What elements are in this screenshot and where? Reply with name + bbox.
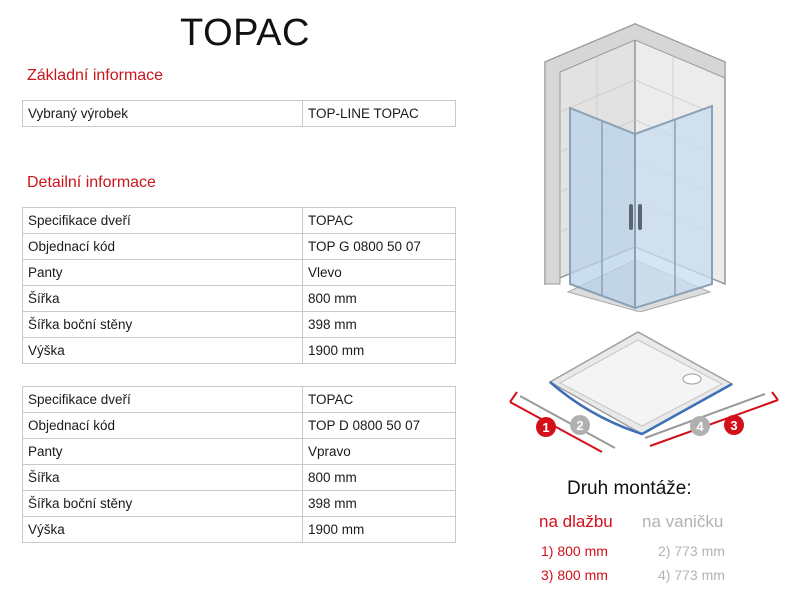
drain-icon [683, 374, 701, 384]
table-row [23, 491, 456, 517]
table-row [23, 439, 456, 465]
row-value: 800 mm [303, 286, 456, 312]
tile-dim-1: 1) 800 mm [541, 543, 608, 559]
row-value: TOP D 0800 50 07 [303, 413, 456, 439]
row-value: Vpravo [303, 439, 456, 465]
glass-right-panel [635, 106, 712, 308]
svg-text:4: 4 [696, 419, 704, 434]
marker-4 [690, 416, 710, 436]
mounting-type-title: Druh montáže: [567, 478, 692, 499]
floor-plan-diagram [500, 322, 800, 457]
table-row [23, 234, 456, 260]
row-label: Panty [23, 439, 303, 465]
row-value: TOPAC [303, 387, 456, 413]
table-row [23, 465, 456, 491]
tray-dim-2: 2) 773 mm [658, 543, 725, 559]
detail-table-left-door [22, 207, 456, 364]
row-label: Vybraný výrobek [23, 101, 303, 127]
door-handle-left [629, 204, 633, 230]
row-label: Objednací kód [23, 234, 303, 260]
row-value: 1900 mm [303, 338, 456, 364]
row-value: 398 mm [303, 491, 456, 517]
svg-text:3: 3 [730, 418, 738, 433]
tile-dim-3: 3) 800 mm [541, 567, 608, 583]
row-value: 398 mm [303, 312, 456, 338]
row-value: TOP-LINE TOPAC [303, 101, 456, 127]
row-value: 800 mm [303, 465, 456, 491]
table-row [23, 208, 456, 234]
page-title: TOPAC [180, 12, 310, 54]
table-row [23, 338, 456, 364]
tray-dim-4: 4) 773 mm [658, 567, 725, 583]
row-label: Specifikace dveří [23, 208, 303, 234]
table-row [23, 286, 456, 312]
row-label: Výška [23, 517, 303, 543]
row-label: Šířka boční stěny [23, 312, 303, 338]
table-row [23, 312, 456, 338]
marker-3 [724, 415, 744, 435]
row-label: Panty [23, 260, 303, 286]
row-value: TOPAC [303, 208, 456, 234]
table-row [23, 517, 456, 543]
row-label: Šířka [23, 286, 303, 312]
table-row [23, 101, 456, 127]
svg-text:2: 2 [576, 418, 584, 433]
svg-text:1: 1 [542, 420, 550, 435]
table-row [23, 260, 456, 286]
option-tray: na vaničku [642, 512, 724, 531]
shower-enclosure-illustration [540, 22, 740, 312]
marker-1 [536, 417, 556, 437]
row-value: TOP G 0800 50 07 [303, 234, 456, 260]
basic-info-heading: Základní informace [27, 67, 164, 84]
row-label: Výška [23, 338, 303, 364]
basic-info-table [22, 100, 456, 127]
detail-info-heading: Detailní informace [27, 174, 156, 191]
door-handle-right [638, 204, 642, 230]
detail-table-right-door [22, 386, 456, 543]
option-tile: na dlažbu [539, 512, 613, 531]
table-row [23, 413, 456, 439]
row-label: Šířka boční stěny [23, 491, 303, 517]
row-value: Vlevo [303, 260, 456, 286]
row-label: Specifikace dveří [23, 387, 303, 413]
row-label: Objednací kód [23, 413, 303, 439]
row-value: 1900 mm [303, 517, 456, 543]
table-row [23, 387, 456, 413]
row-label: Šířka [23, 465, 303, 491]
marker-2 [570, 415, 590, 435]
